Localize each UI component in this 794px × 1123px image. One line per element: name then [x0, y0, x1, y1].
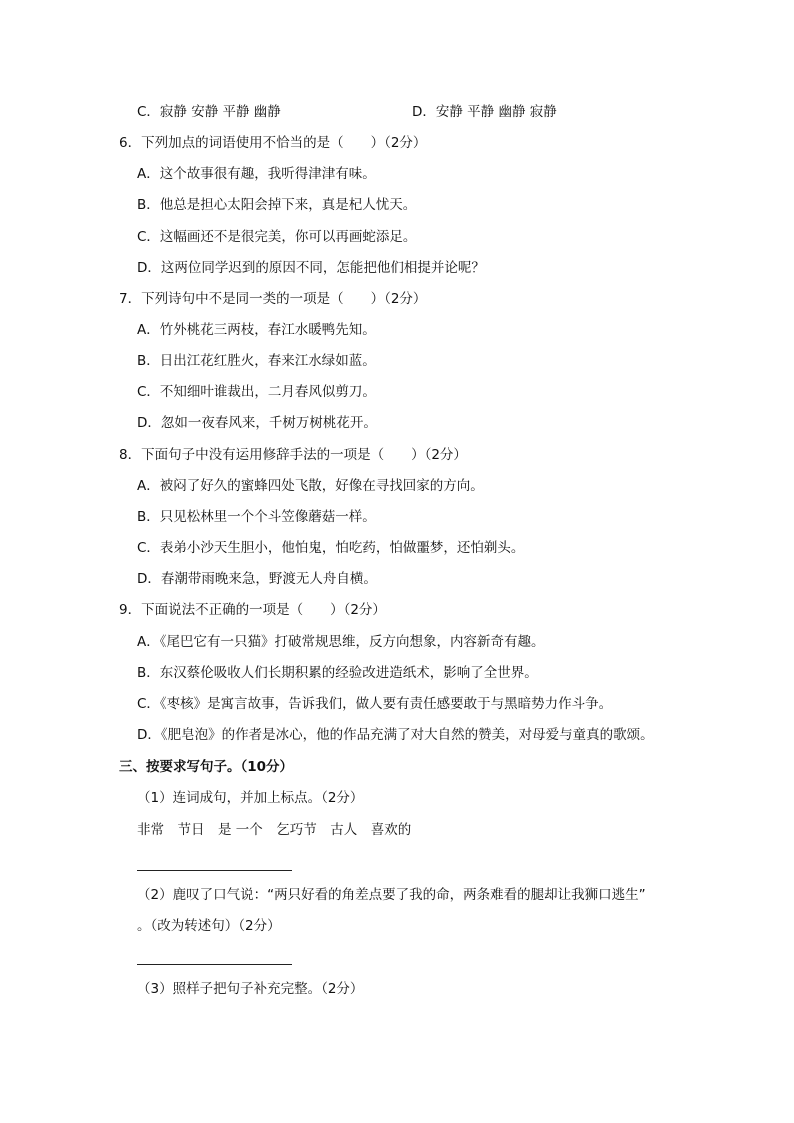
q7-stem: 7．下列诗句中不是同一类的一项是（ ）（2分）	[119, 291, 427, 307]
q8-option-c: C．表弟小沙天生胆小，他怕鬼，怕吃药，怕做噩梦，还怕剃头。	[137, 540, 525, 556]
section3-sub2-stem-line2: 。（改为转述句）（2分）	[137, 918, 281, 934]
q9-option-b: B．东汉蔡伦吸收人们长期积累的经验改进造纸术，影响了全世界。	[137, 665, 538, 681]
q8-option-b: B．只见松林里一个个斗笠像蘑菇一样。	[137, 509, 376, 525]
q7-option-a: A．竹外桃花三两枝，春江水暖鸭先知。	[137, 322, 376, 338]
q7-option-d: D．忽如一夜春风来，千树万树桃花开。	[137, 415, 377, 431]
q9-option-d: D．《肥皂泡》的作者是冰心，他的作品充满了对大自然的赞美，对母爱与童真的歌颂。	[137, 727, 654, 743]
q6-option-b: B．他总是担心太阳会掉下来，真是杞人忧天。	[137, 197, 417, 213]
q9-option-c: C．《枣核》是寓言故事，告诉我们，做人要有责任感要敢于与黑暗势力作斗争。	[137, 696, 613, 712]
section3-sub3-stem: （3）照样子把句子补充完整。（2分）	[137, 981, 364, 997]
q8-option-d: D．春潮带雨晚来急，野渡无人舟自横。	[137, 571, 377, 587]
q8-stem: 8．下面句子中没有运用修辞手法的一项是（ ）（2分）	[119, 447, 467, 463]
q8-option-a: A．被闷了好久的蜜蜂四处飞散，好像在寻找回家的方向。	[137, 478, 484, 494]
q7-option-b: B．日出江花红胜火，春来江水绿如蓝。	[137, 353, 376, 369]
q6-stem: 6．下列加点的词语使用不恰当的是（ ）（2分）	[119, 135, 427, 151]
answer-line-1[interactable]	[137, 870, 292, 871]
section3-heading: 三、按要求写句子。（10分）	[119, 759, 294, 775]
q7-option-c: C．不知细叶谁裁出，二月春风似剪刀。	[137, 384, 376, 400]
section3-sub1-stem: （1）连词成句，并加上标点。（2分）	[137, 790, 364, 806]
q5-option-d: D．安静 平静 幽静 寂静	[412, 104, 557, 120]
q9-stem: 9．下面说法不正确的一项是（ ）（2分）	[119, 602, 386, 618]
q6-option-d: D．这两位同学迟到的原因不同，怎能把他们相提并论呢？	[137, 260, 485, 276]
section3-sub2-stem-line1: （2）鹿叹了口气说：“两只好看的角差点要了我的命，两条难看的腿却让我狮口逃生”	[137, 887, 646, 903]
q5-option-c: C．寂静 安静 平静 幽静	[137, 104, 281, 120]
section3-sub1-words: 非常 节日 是 一个 乞巧节 古人 喜欢的	[137, 822, 412, 838]
answer-line-2[interactable]	[137, 964, 292, 965]
q6-option-a: A．这个故事很有趣，我听得津津有味。	[137, 166, 376, 182]
q6-option-c: C．这幅画还不是很完美，你可以再画蛇添足。	[137, 229, 417, 245]
q9-option-a: A．《尾巴它有一只猫》打破常规思维，反方向想象，内容新奇有趣。	[137, 634, 545, 650]
